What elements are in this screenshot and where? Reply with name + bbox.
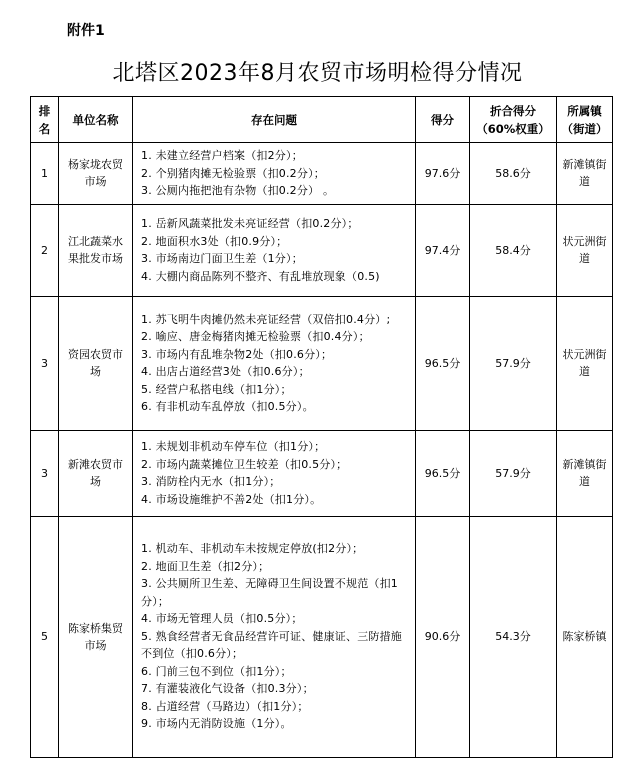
converted-score-cell: 57.9分 [470, 430, 557, 516]
rank-cell: 3 [31, 296, 59, 430]
town-name: 新滩镇街道 [562, 158, 607, 189]
unit-name: 新滩农贸市场 [68, 458, 123, 488]
page-title: 北塔区2023年8月农贸市场明检得分情况 [112, 61, 523, 86]
unit-cell [59, 296, 133, 430]
converted-score-cell: 54.3分 [470, 516, 557, 757]
table-row [31, 516, 613, 757]
header-town-line-2: （街道） [561, 121, 608, 136]
header-rank [31, 97, 59, 143]
issue-item: 7. 有灌装液化气设备（扣0.3分）； [141, 682, 314, 696]
issue-item: 1. 机动车、非机动车未按规定停放(扣2分）； [141, 542, 364, 556]
issue-item: 5. 熟食经营者无食品经营许可证、健康证、三防措施不到位（扣0.6分）； [141, 629, 402, 661]
issue-item: 1. 未规划非机动车停车位（扣1分）； [141, 440, 326, 453]
score-table [30, 96, 613, 758]
header-issues: 存在问题 [133, 97, 416, 143]
issue-item: 4. 市场无管理人员（扣0.5分）； [141, 612, 303, 626]
header-rank-line-1: 排 [38, 103, 51, 118]
issue-item: 2. 地面积水3处（扣0.9分）； [141, 234, 288, 248]
issues-cell [133, 296, 416, 430]
town-cell [557, 516, 613, 757]
unit-name: 江北蔬菜水果批发市场 [68, 235, 123, 265]
issue-item: 3. 市场内有乱堆杂物2处（扣0.6分）； [141, 347, 333, 361]
header-converted-line-2: （60%权重） [476, 121, 550, 136]
header-rank-line-2: 名 [38, 121, 51, 136]
issue-item: 1. 苏飞明牛肉摊仍然未亮证经营（双倍扣0.4分）; [141, 312, 391, 326]
issue-item: 4. 出店占道经营3处（扣0.6分）； [141, 365, 310, 378]
unit-name: 杨家垅农贸市场 [68, 158, 123, 189]
issue-item: 9. 市场内无消防设施（1分）。 [141, 717, 292, 731]
converted-score-cell: 57.9分 [470, 296, 557, 430]
issue-item: 3. 消防栓内无水（扣1分）； [141, 475, 281, 488]
converted-score-cell: 58.6分 [470, 143, 557, 205]
score-cell: 97.4分 [416, 204, 470, 296]
issue-item: 4. 市场设施维护不善2处（扣1分）。 [141, 492, 322, 506]
header-unit: 单位名称 [59, 97, 133, 143]
header-town [557, 97, 613, 143]
issue-item: 3. 市场南边门面卫生差（1分）； [141, 252, 303, 265]
unit-cell [59, 143, 133, 205]
rank-cell: 1 [31, 143, 59, 205]
issue-item: 2. 个别猪肉摊无检验票（扣0.2分）； [141, 166, 325, 180]
score-cell: 96.5分 [416, 296, 470, 430]
town-name: 新滩镇街道 [562, 458, 607, 488]
table-row [31, 296, 613, 430]
issue-item: 5. 经营户私搭电线（扣1分）； [141, 382, 292, 396]
table-row [31, 143, 613, 205]
issue-item: 8. 占道经营（马路边）（扣1分）； [141, 699, 309, 713]
town-cell [557, 143, 613, 205]
issue-item: 6. 有非机动车乱停放（扣0.5分）。 [141, 400, 314, 413]
unit-cell [59, 516, 133, 757]
rank-cell: 5 [31, 516, 59, 757]
issues-cell [133, 204, 416, 296]
score-cell: 97.6分 [416, 143, 470, 205]
rank-cell: 3 [31, 430, 59, 516]
score-cell: 90.6分 [416, 516, 470, 757]
town-name: 陈家桥镇 [562, 630, 607, 643]
town-name: 状元洲街道 [562, 348, 607, 378]
issue-item: 2. 喻应、唐金梅猪肉摊无检验票（扣0.4分）； [141, 330, 370, 343]
attachment-label: 附件1 [67, 23, 105, 39]
converted-score-cell: 58.4分 [470, 204, 557, 296]
issues-cell [133, 516, 416, 757]
town-cell [557, 296, 613, 430]
town-cell [557, 204, 613, 296]
issue-item: 2. 地面卫生差（扣2分）； [141, 559, 270, 573]
unit-cell [59, 430, 133, 516]
issue-item: 4. 大棚内商品陈列不整齐、有乱堆放现象（0.5) [141, 269, 380, 283]
unit-cell [59, 204, 133, 296]
issues-cell [133, 430, 416, 516]
header-row [31, 97, 613, 143]
issue-item: 2. 市场内蔬菜摊位卫生较差（扣0.5分）； [141, 457, 348, 471]
header-town-line-1: 所属镇 [567, 103, 602, 118]
table-row [31, 204, 613, 296]
score-cell: 96.5分 [416, 430, 470, 516]
issue-item: 6. 门前三包不到位（扣1分）； [141, 664, 292, 678]
unit-name: 陈家桥集贸市场 [68, 621, 123, 652]
rank-cell: 2 [31, 204, 59, 296]
header-score: 得分 [416, 97, 470, 143]
issues-cell [133, 143, 416, 205]
header-converted [470, 97, 557, 143]
issue-item: 1. 岳新风蔬菜批发未亮证经营（扣0.2分）； [141, 217, 359, 230]
table-row [31, 430, 613, 516]
issue-item: 1. 未建立经营户档案（扣2分）； [141, 149, 303, 162]
town-cell [557, 430, 613, 516]
town-name: 状元洲街道 [562, 235, 607, 265]
header-converted-line-1: 折合得分 [490, 103, 536, 118]
issue-item: 3. 公厕内拖把池有杂物（扣0.2分） 。 [141, 184, 335, 197]
issue-item: 3. 公共厕所卫生差、无障碍卫生间设置不规范（扣1分）； [141, 577, 398, 608]
unit-name: 资园农贸市场 [68, 348, 123, 378]
